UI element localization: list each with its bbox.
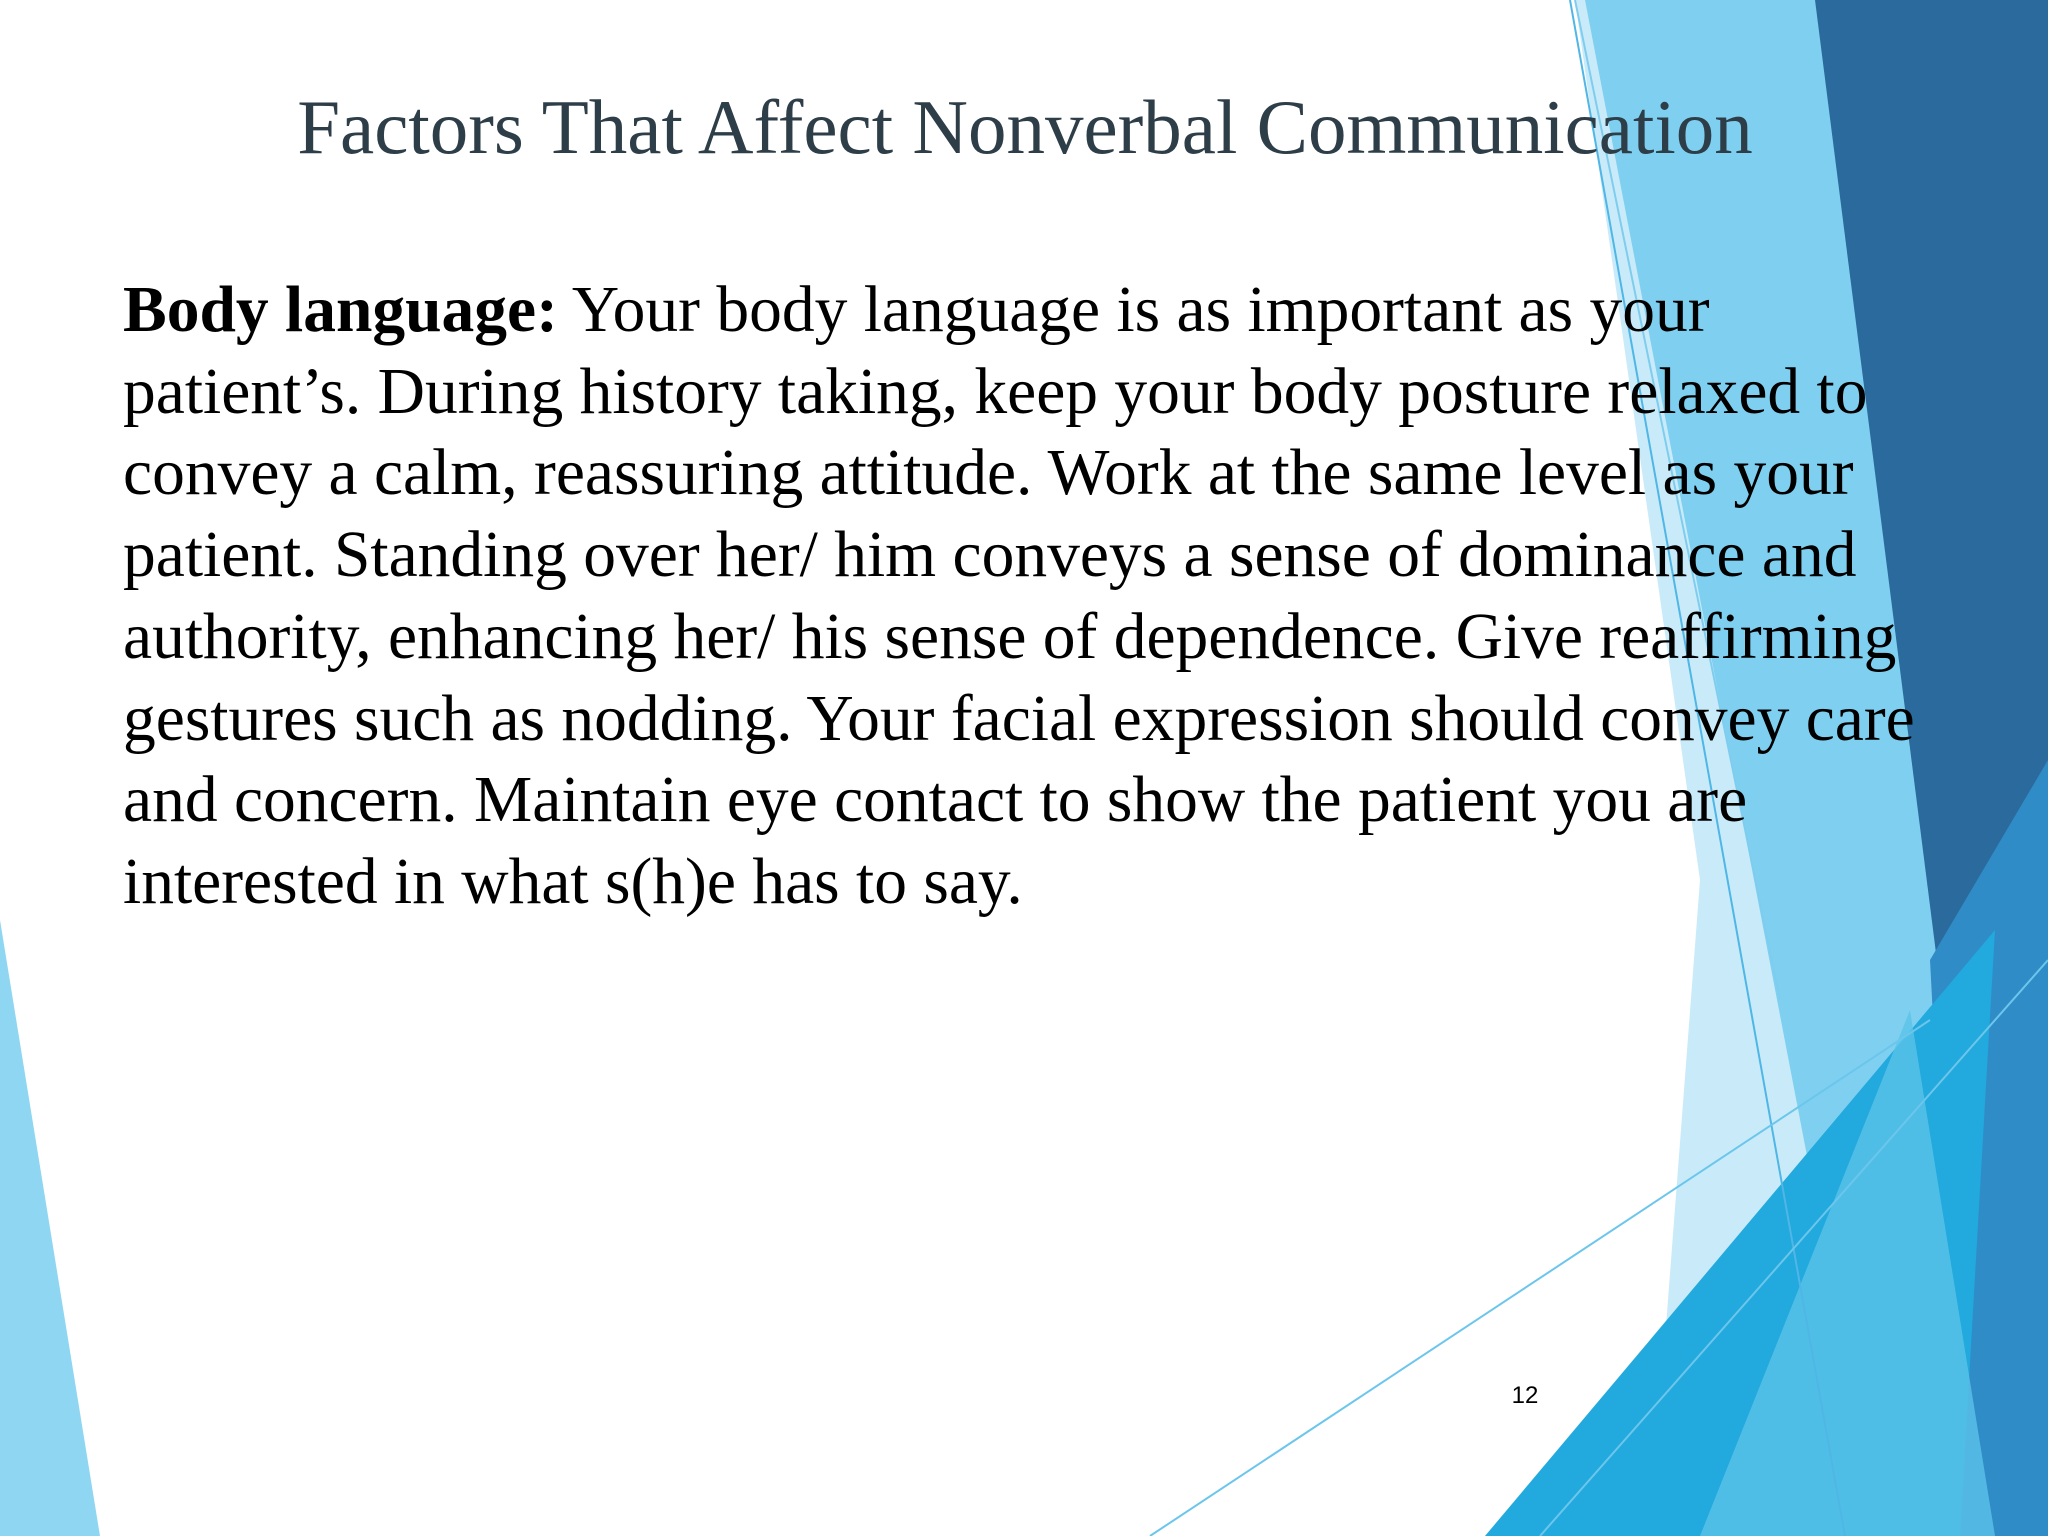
body-paragraph <box>123 270 1923 924</box>
slide-title: Factors That Affect Nonverbal Communication <box>297 84 1753 170</box>
left-accent-shape <box>0 920 100 1536</box>
body-text: Your body language is as important as your patient’s. During history taking, keep your body posture relaxed to convey a calm, reassuring attitude. Work at the same level as your patient. Standing over her/ him conveys a sense of dominance and authority, enhancing her/ his sense of dependence. Give reaffirming gestures such as nodding. Your facial expression should convey care and concern. Maintain eye contact to show the patient you are interested in what s(h)e has to say. <box>123 274 1915 918</box>
page-number: 12 <box>1511 1382 1539 1409</box>
body-term: Body language: <box>123 274 558 346</box>
